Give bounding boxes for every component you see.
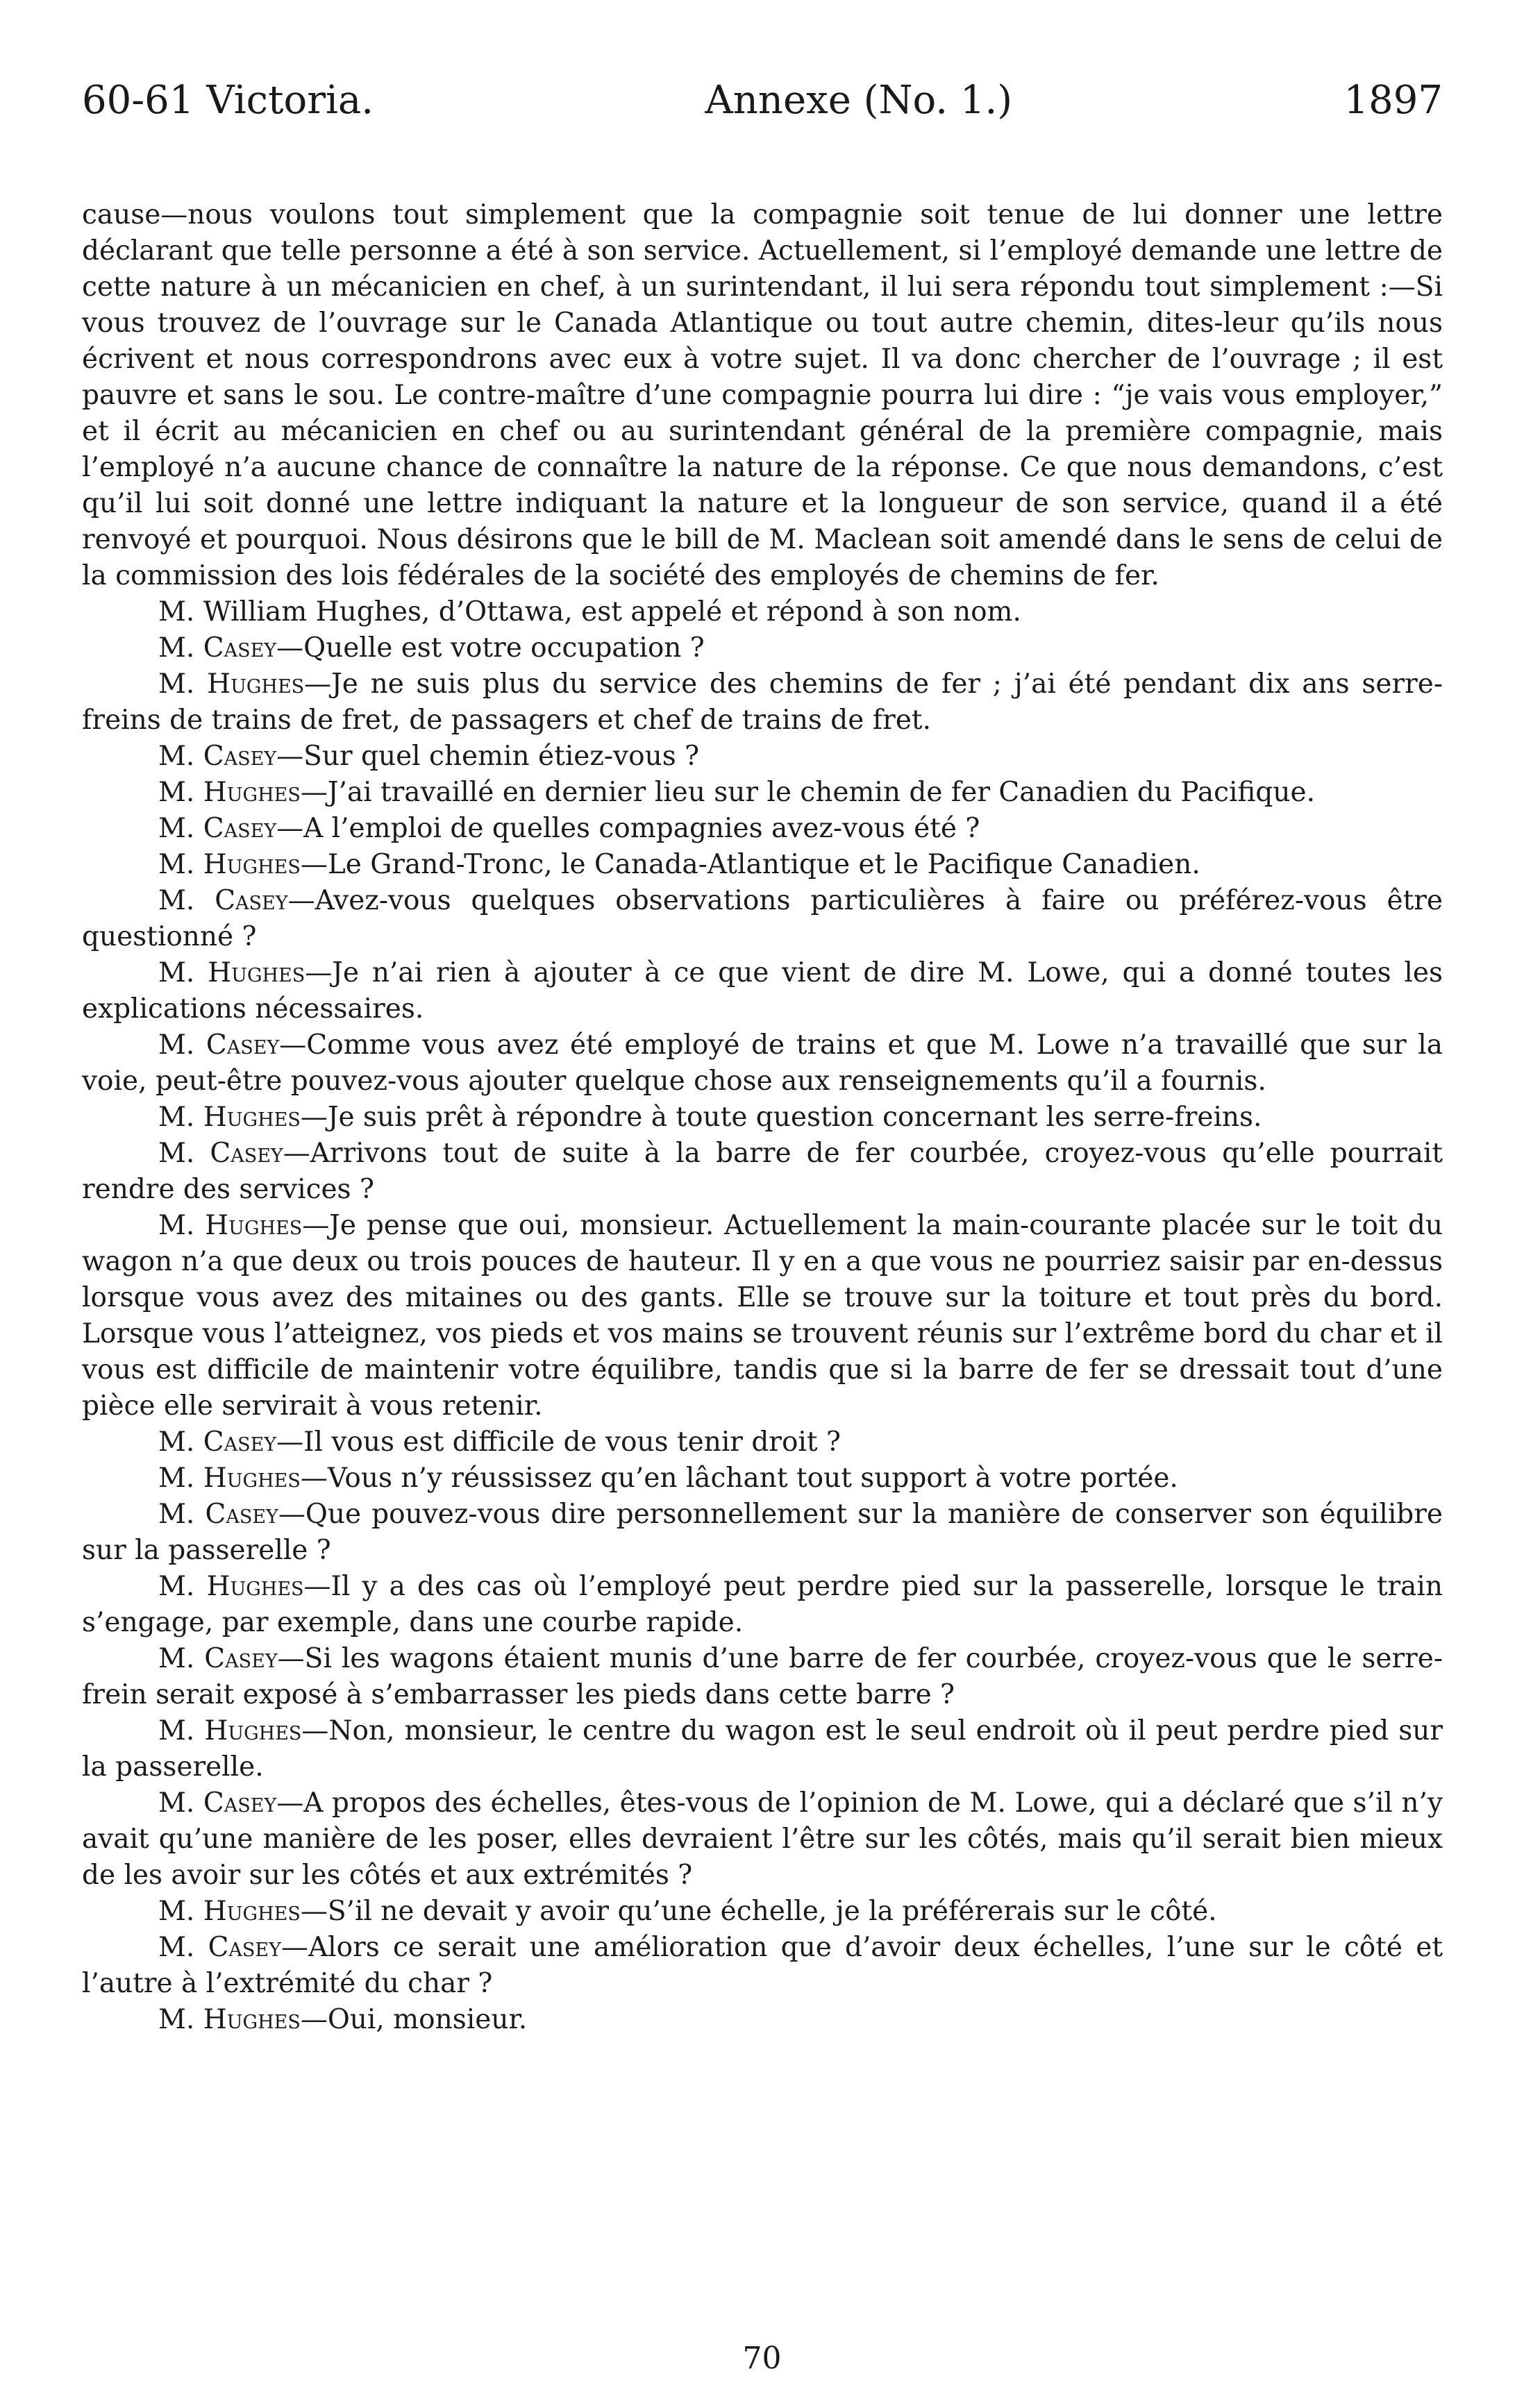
running-header [82,76,1443,125]
testimony-text: —Si les wagons étaient munis d’une barre de fer courbée, croyez-vous que le serre-frein serait exposé à s’embarrasser les pieds dans cette barre ? [82,1643,1443,1710]
speaker-name: Hughes [208,957,305,988]
testimony-paragraph [82,1930,1443,2002]
speaker-prefix: M. [158,2004,203,2035]
testimony-text: —Arrivons tout de suite à la barre de fer courbée, croyez-vous qu’elle pourrait rendre des services ? [82,1138,1443,1205]
speaker-prefix: M. [158,632,203,664]
speaker-prefix: M. [158,813,203,844]
speaker-prefix: M. [158,1787,203,1819]
testimony-text: —Alors ce serait une amélioration que d’avoir deux échelles, l’une sur le côté et l’autre à l’extrémité du char ? [82,1932,1443,1999]
speaker-prefix: M. [158,849,203,880]
testimony-text: —J’ai travaillé en dernier lieu sur le chemin de fer Canadien du Pacifique. [300,777,1315,808]
testimony-text: —Il vous est difficile de vous tenir droit ? [276,1426,841,1458]
testimony-paragraph [82,2002,1443,2038]
testimony-paragraph [82,1136,1443,1208]
speaker-name: Casey [203,1426,277,1458]
testimony-text: —S’il ne devait y avoir qu’une échelle, je la préférerais sur le côté. [300,1896,1217,1927]
speaker-prefix: M. [158,1715,205,1746]
testimony-text: —Que pouvez-vous dire personnellement sur la manière de conserver son équilibre sur la passerelle ? [82,1499,1443,1566]
testimony-paragraph [82,811,1443,847]
testimony-paragraph [82,883,1443,955]
speaker-prefix: M. [158,1138,210,1169]
testimony-text: —Je ne suis plus du service des chemins de fer ; j’ai été pendant dix ans serre-freins de trains de fret, de passagers et chef de trains de fret. [82,668,1443,736]
speaker-name: Hughes [203,1463,301,1494]
testimony-paragraph [82,847,1443,883]
testimony-paragraph [82,1027,1443,1100]
testimony-paragraph [82,1208,1443,1424]
speaker-prefix: M. [158,957,208,988]
speaker-name: Hughes [203,1102,301,1133]
testimony-paragraph [82,1460,1443,1497]
testimony-paragraph [82,1713,1443,1785]
testimony-paragraph [82,955,1443,1027]
testimony-text: —Oui, monsieur. [300,2004,528,2035]
speaker-prefix: M. [158,1029,206,1061]
speaker-prefix: M. [158,1643,205,1674]
testimony-text: —Sur quel chemin étiez-vous ? [276,741,700,772]
speaker-name: Casey [215,885,288,916]
speaker-name: Hughes [203,1896,301,1927]
speaker-name: Casey [203,813,277,844]
speaker-name: Casey [203,1787,277,1819]
document-page [82,76,1443,2038]
speaker-name: Hughes [203,777,301,808]
header-session: 60-61 Victoria. [82,78,374,123]
opening-paragraph: cause—nous voulons tout simplement que la compagnie soit tenue de lui donner une lettre déclarant que telle personne a été à son service. Actuellement, si l’employé demande une lettre de cette nature à un mécanicien en chef, à un surintendant, il lui sera répondu tout simplement :—Si vous trouvez de l’ouvrage sur le Canada Atlantique ou tout autre chemin, dites-leur qu’ils nous écrivent et nous correspondrons avec eux à votre sujet. Il va donc chercher de l’ouvrage ; il est pauvre et sans le sou. Le contre-maître d’une compagnie pourra lui dire : “je vais vous employer,” et il écrit au mécanicien en chef ou au surintendant général de la première compagnie, mais l’employé n’a aucune chance de connaître la nature de la réponse. Ce que nous demandons, c’est qu’il lui soit donné une lettre indiquant la nature et la longueur de son service, quand il a été renvoyé et pourquoi. Nous désirons que le bill de M. Maclean soit amendé dans le sens de celui de la commission des lois fédérales de la société des employés de chemins de fer. [82,199,1443,591]
speaker-prefix: M. [158,1932,208,1963]
testimony-text: —A propos des échelles, êtes-vous de l’opinion de M. Lowe, qui a déclaré que s’il n’y avait qu’une manière de les poser, elles devraient l’être sur les côtés, mais qu’il serait bien mieux de les avoir sur les côtés et aux extrémités ? [82,1787,1443,1891]
speaker-prefix: M. [158,777,203,808]
testimony-text: —Je pense que oui, monsieur. Actuellement la main-courante placée sur le toit du wagon n’a que deux ou trois pouces de hauteur. Il y en a que vous ne pourriez saisir par en-dessus lorsque vous avez des mitaines ou des gants. Elle se trouve sur la toiture et tout près du bord. Lorsque vous l’atteignez, vos pieds et vos mains se trouvent réunis sur l’extrême bord du char et il vous est difficile de maintenir votre équilibre, tandis que si la barre de fer se dressait tout d’une pièce elle servirait à vous retenir. [82,1210,1443,1422]
speaker-prefix: M. [158,1896,203,1927]
testimony-paragraph [82,1497,1443,1569]
testimony-text: —Je suis prêt à répondre à toute question concernant les serre-freins. [300,1102,1262,1133]
testimony-text: —Non, monsieur, le centre du wagon est le seul endroit où il peut perdre pied sur la passerelle. [82,1715,1443,1783]
speaker-name: Casey [204,1643,278,1674]
speaker-name: Casey [210,1138,283,1169]
testimony-paragraph [82,630,1443,666]
testimony-text: —Avez-vous quelques observations particulières à faire ou préférez-vous être questionné ? [82,885,1443,952]
speaker-name: Hughes [204,1715,302,1746]
speaker-name: Casey [203,741,277,772]
page-number: 70 [742,2341,782,2376]
testimony-paragraph [82,1100,1443,1136]
speaker-prefix: M. [158,1463,203,1494]
testimony-text: —A l’emploi de quelles compagnies avez-vous été ? [276,813,980,844]
speaker-name: Hughes [203,849,301,880]
testimony-text: —Le Grand-Tronc, le Canada-Atlantique et le Pacifique Canadien. [300,849,1200,880]
speaker-name: Casey [203,632,277,664]
testimony-paragraph [82,1641,1443,1713]
testimony-text: William Hughes, d’Ottawa, est appelé et répond à son nom. [203,596,1021,628]
testimony-text: —Quelle est votre occupation ? [276,632,705,664]
testimony-paragraph [82,594,1443,630]
testimony-paragraph [82,1785,1443,1894]
speaker-prefix: M. [158,885,215,916]
speaker-name: Casey [205,1499,278,1530]
speaker-prefix: M. [158,596,203,628]
speaker-prefix: M. [158,741,203,772]
testimony-paragraph [82,775,1443,811]
testimony-text: —Il y a des cas où l’employé peut perdre pied sur la passerelle, lorsque le train s’engage, par exemple, dans une courbe rapide. [82,1571,1443,1638]
speaker-prefix: M. [158,668,208,700]
testimony-paragraph [82,1894,1443,1930]
header-year: 1897 [1343,78,1443,123]
speaker-prefix: M. [158,1102,203,1133]
speaker-name: Hughes [207,668,305,700]
speaker-prefix: M. [158,1210,206,1241]
testimony-paragraph [82,739,1443,775]
speaker-name: Hughes [203,2004,301,2035]
speaker-prefix: M. [158,1499,206,1530]
speaker-name: Hughes [205,1210,303,1241]
speaker-name: Hughes [206,1571,304,1602]
testimony-paragraph [82,1569,1443,1641]
body-text [82,197,1443,2038]
speaker-name: Casey [206,1029,280,1061]
testimony-text: —Vous n’y réussissez qu’en lâchant tout support à votre portée. [300,1463,1178,1494]
header-annex: Annexe (No. 1.) [705,78,1013,123]
testimony-text: —Je n’ai rien à ajouter à ce que vient de dire M. Lowe, qui a donné toutes les explications nécessaires. [82,957,1443,1025]
testimony-text: —Comme vous avez été employé de trains et que M. Lowe n’a travaillé que sur la voie, peut-être pouvez-vous ajouter quelque chose aux renseignements qu’il a fournis. [82,1029,1443,1097]
testimony-paragraph [82,666,1443,739]
testimony-paragraph [82,1424,1443,1460]
speaker-name: Casey [208,1932,281,1963]
speaker-prefix: M. [158,1426,203,1458]
speaker-prefix: M. [158,1571,207,1602]
